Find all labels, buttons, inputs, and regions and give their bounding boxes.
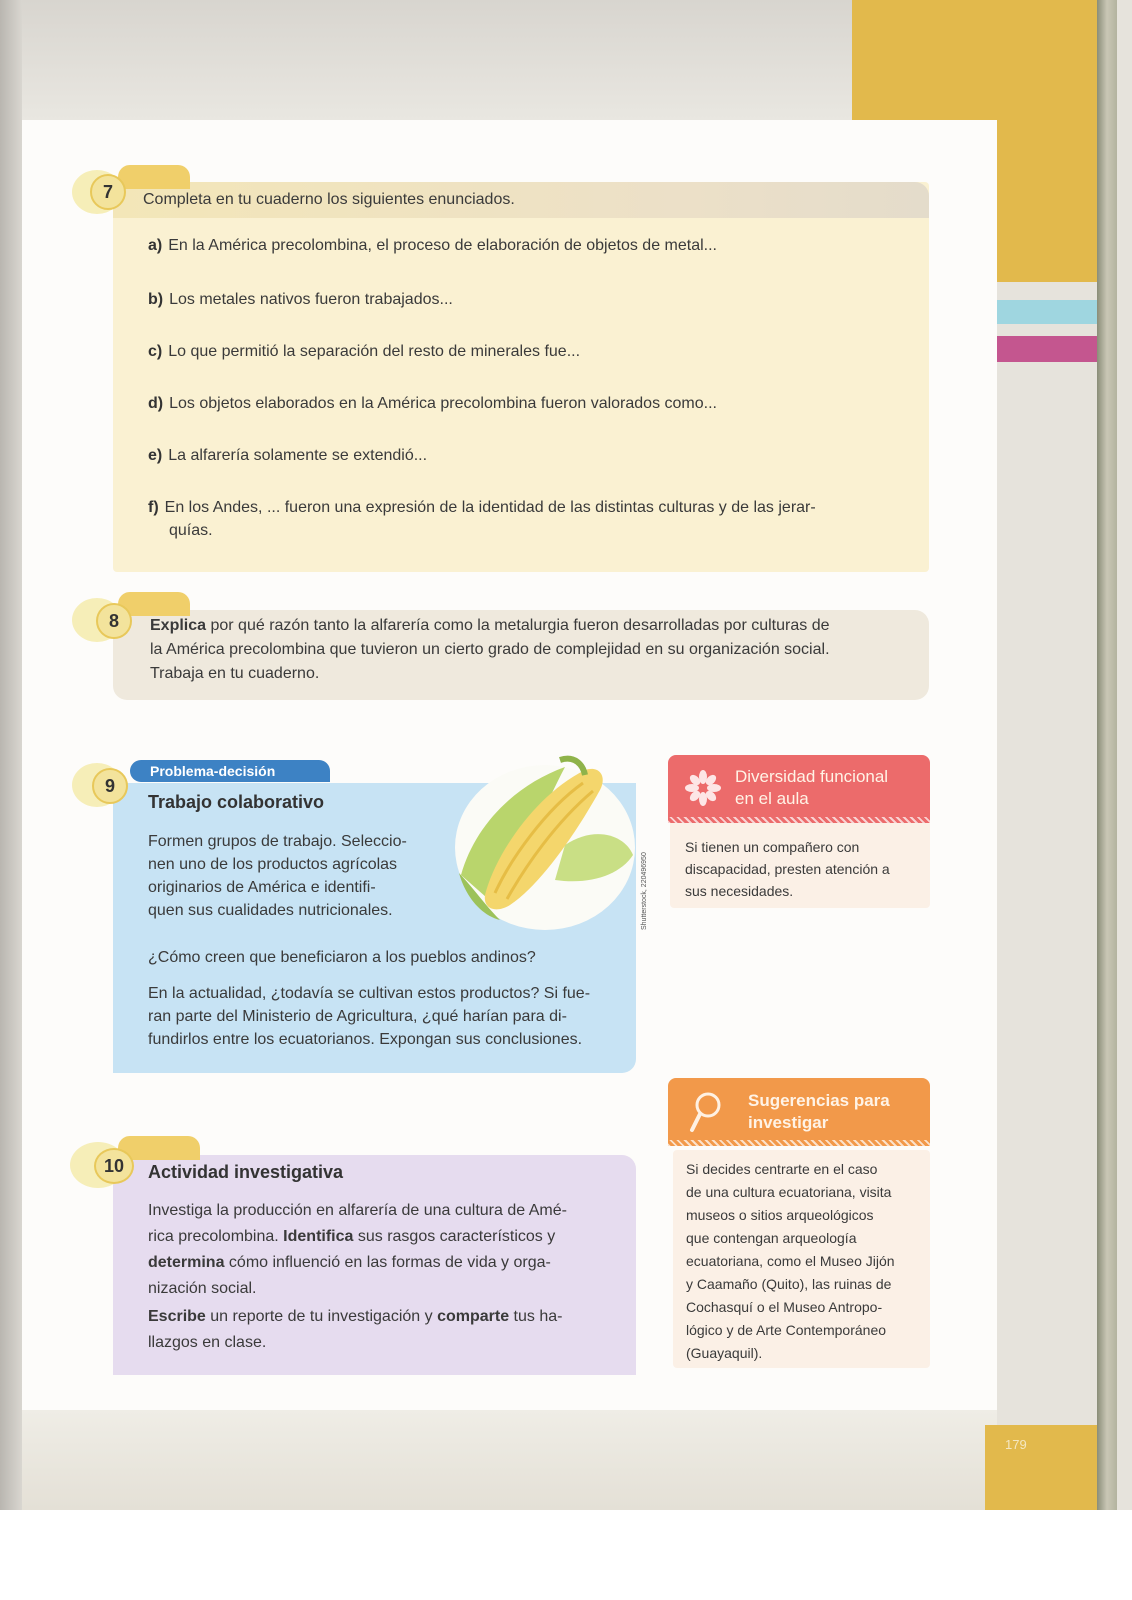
activity-8-text: Explica por qué razón tanto la alfarería como la metalurgia fueron desarrolladas por culturas de la América precolombina que tuvieron un cierto grado de complejidad en su organización social. Trabaja en tu cuaderno. bbox=[150, 617, 830, 682]
activity-9-paragraph-2: ¿Cómo creen que beneficiaron a los pueblos andinos? bbox=[148, 949, 536, 966]
activity-7-item-b: b) Los metales nativos fueron trabajados... bbox=[148, 291, 453, 308]
book-gutter bbox=[0, 0, 22, 1510]
corn-icon bbox=[455, 755, 635, 925]
activity-10-paragraph-2: Escribe un reporte de tu investigación y comparte tus ha- llazgos en clase. bbox=[148, 1308, 563, 1351]
sidebar-diversidad-text: Si tienen un compañero con discapacidad, presten atención a sus necesidades. bbox=[685, 839, 890, 899]
activity-7-item-e: e) La alfarería solamente se extendió... bbox=[148, 447, 428, 464]
activity-7-instruction: Completa en tu cuaderno los siguientes enunciados. bbox=[143, 191, 515, 208]
page-number: 179 bbox=[1005, 1437, 1027, 1452]
magenta-tab-stripe bbox=[997, 336, 1097, 362]
activity-9-number: 9 bbox=[92, 768, 128, 804]
previous-page-shadow bbox=[20, 0, 860, 120]
sidebar-diversidad-zigzag bbox=[668, 817, 930, 823]
activity-7-item-d: d) Los objetos elaborados en la América precolombina fueron valorados como... bbox=[148, 395, 717, 412]
image-credit: Shutterstock, 220496950 bbox=[641, 852, 648, 930]
activity-10-paragraph-1: Investiga la producción en alfarería de una cultura de Amé- rica precolombina. Identifica sus rasgos característicos y determina cómo influenció en las formas de vida y orga- nización social. bbox=[148, 1202, 567, 1297]
page-number-block bbox=[985, 1425, 1097, 1510]
activity-7-number: 7 bbox=[90, 174, 126, 210]
activity-10-number: 10 bbox=[94, 1148, 134, 1184]
activity-9-title: Trabajo colaborativo bbox=[148, 792, 325, 812]
sidebar-sugerencias-title: Sugerencias para investigar bbox=[748, 1091, 890, 1132]
activity-9-paragraph-3: En la actualidad, ¿todavía se cultivan estos productos? Si fue- ran parte del Ministerio de Agricultura, ¿qué harían para di- fundirlos entre los ecuatorianos. Expongan sus conclusiones. bbox=[148, 985, 591, 1048]
activity-8-number: 8 bbox=[96, 603, 132, 639]
sidebar-sugerencias-zigzag bbox=[668, 1140, 930, 1146]
magnifier-icon bbox=[688, 1090, 724, 1134]
activity-7-item-a: a) En la América precolombina, el proceso de elaboración de objetos de metal... bbox=[148, 237, 717, 254]
cyan-tab-stripe bbox=[997, 300, 1097, 324]
activity-9-paragraph-1: Formen grupos de trabajo. Seleccio- nen uno de los productos agrícolas originarios de América e identifi- quen sus cualidades nutricionales. bbox=[148, 833, 407, 919]
activity-7-tab bbox=[118, 165, 190, 189]
page-footer-band bbox=[22, 1410, 997, 1510]
activity-9-tag: Problema-decisión bbox=[130, 760, 330, 782]
flower-icon bbox=[683, 768, 723, 808]
sidebar-diversidad-title: Diversidad funcional en el aula bbox=[735, 767, 889, 808]
sidebar-sugerencias-text: Si decides centrarte en el caso de una cultura ecuatoriana, visita museos o sitios arqueológicos que contengan arqueología ecuatoriana, como el Museo Jijón y Caamaño (Quito), las ruinas de Cochasquí o el Museo Antropo- lógico y de Arte Contemporáneo (Guayaquil). bbox=[686, 1161, 895, 1361]
activity-7-item-f: f) En los Andes, ... fueron una expresión de la identidad de las distintas culturas y de las jerar- quías. bbox=[148, 499, 816, 539]
activity-7-item-c: c) Lo que permitió la separación del resto de minerales fue... bbox=[148, 343, 581, 360]
page-edge bbox=[1097, 0, 1117, 1510]
activity-10-title: Actividad investigativa bbox=[148, 1162, 344, 1182]
